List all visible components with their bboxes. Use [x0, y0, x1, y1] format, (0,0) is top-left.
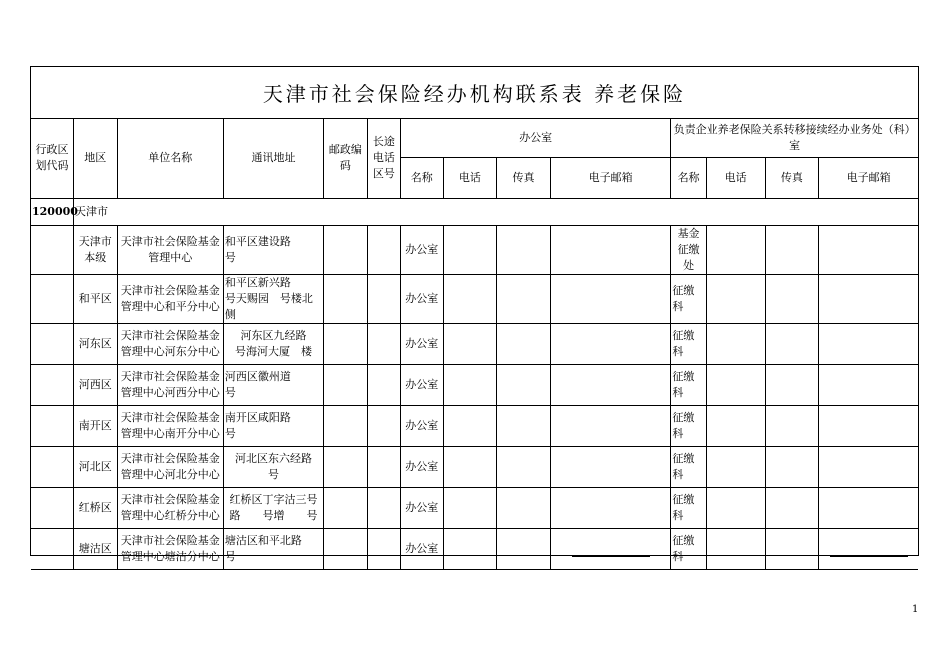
row-dept: 征缴科	[671, 487, 706, 528]
header-transfer-email: 电子邮箱	[819, 157, 918, 198]
header-transfer-phone: 电话	[706, 157, 765, 198]
row-office: 办公室	[401, 274, 444, 323]
row-dept: 基金征缴处	[671, 225, 706, 274]
row-unit: 天津市社会保险基金管理中心和平分中心	[117, 274, 223, 323]
header-transfer-name: 名称	[671, 157, 706, 198]
row-address: 和平区新兴路 号天赐园 号楼北侧	[223, 274, 323, 323]
row-unit: 天津市社会保险基金管理中心南开分中心	[117, 405, 223, 446]
page-title: 天津市社会保险经办机构联系表 养老保险	[31, 67, 918, 119]
header-office-name: 名称	[401, 157, 444, 198]
row-region: 河北区	[74, 446, 118, 487]
table-row	[31, 446, 918, 487]
row-region: 塘沽区	[74, 528, 118, 569]
row-office: 办公室	[401, 225, 444, 274]
row-region: 河西区	[74, 364, 118, 405]
row-address: 红桥区丁字沽三号路 号增 号	[223, 487, 323, 528]
row-office: 办公室	[401, 446, 444, 487]
city-region: 天津市	[74, 198, 918, 225]
header-office-fax: 传真	[497, 157, 551, 198]
table-row	[31, 405, 918, 446]
row-office: 办公室	[401, 528, 444, 569]
row-office: 办公室	[401, 405, 444, 446]
city-row	[31, 198, 918, 225]
header-address: 通讯地址	[223, 119, 323, 198]
email-underline	[830, 546, 908, 557]
row-region: 南开区	[74, 405, 118, 446]
row-office: 办公室	[401, 323, 444, 364]
row-region: 河东区	[74, 323, 118, 364]
row-dept: 征缴科	[671, 405, 706, 446]
header-transfer-group: 负责企业养老保险关系转移接续经办业务处（科）室	[671, 119, 918, 157]
row-unit: 天津市社会保险基金管理中心河东分中心	[117, 323, 223, 364]
office-email-blank	[550, 528, 670, 569]
header-unit-name: 单位名称	[117, 119, 223, 198]
row-dept: 征缴科	[671, 528, 706, 569]
page-number: 1	[912, 604, 919, 615]
row-unit: 天津市社会保险基金管理中心河北分中心	[117, 446, 223, 487]
row-dept: 征缴科	[671, 274, 706, 323]
header-row-1	[31, 119, 918, 157]
row-region: 和平区	[74, 274, 118, 323]
row-address: 河西区徽州道 号	[223, 364, 323, 405]
row-address: 河东区九经路 号海河大厦 楼	[223, 323, 323, 364]
row-address: 和平区建设路 号	[223, 225, 323, 274]
contact-table-frame	[30, 66, 919, 563]
header-postcode: 邮政编码	[324, 119, 368, 198]
header-transfer-fax: 传真	[765, 157, 819, 198]
table-row	[31, 323, 918, 364]
city-code: 120000	[31, 198, 74, 225]
contact-table	[31, 119, 918, 570]
row-address: 河北区东六经路 号	[223, 446, 323, 487]
table-row	[31, 487, 918, 528]
row-unit: 天津市社会保险基金管理中心红桥分中心	[117, 487, 223, 528]
row-office: 办公室	[401, 364, 444, 405]
row-office: 办公室	[401, 487, 444, 528]
row-dept: 征缴科	[671, 364, 706, 405]
transfer-email-blank	[819, 528, 918, 569]
table-row	[31, 528, 918, 569]
header-office-phone: 电话	[443, 157, 497, 198]
row-region: 天津市本级	[74, 225, 118, 274]
table-row	[31, 274, 918, 323]
row-region: 红桥区	[74, 487, 118, 528]
row-address: 塘沽区和平北路 号	[223, 528, 323, 569]
row-dept: 征缴科	[671, 323, 706, 364]
row-dept: 征缴科	[671, 446, 706, 487]
header-office-group: 办公室	[401, 119, 671, 157]
header-region: 地区	[74, 119, 118, 198]
table-row	[31, 225, 918, 274]
row-address: 南开区咸阳路 号	[223, 405, 323, 446]
email-underline	[572, 546, 650, 557]
row-unit: 天津市社会保险基金管理中心	[117, 225, 223, 274]
header-code: 行政区划代码	[31, 119, 74, 198]
row-unit: 天津市社会保险基金管理中心塘沽分中心	[117, 528, 223, 569]
header-area-code: 长途电话区号	[367, 119, 400, 198]
header-office-email: 电子邮箱	[550, 157, 670, 198]
table-row	[31, 364, 918, 405]
row-unit: 天津市社会保险基金管理中心河西分中心	[117, 364, 223, 405]
